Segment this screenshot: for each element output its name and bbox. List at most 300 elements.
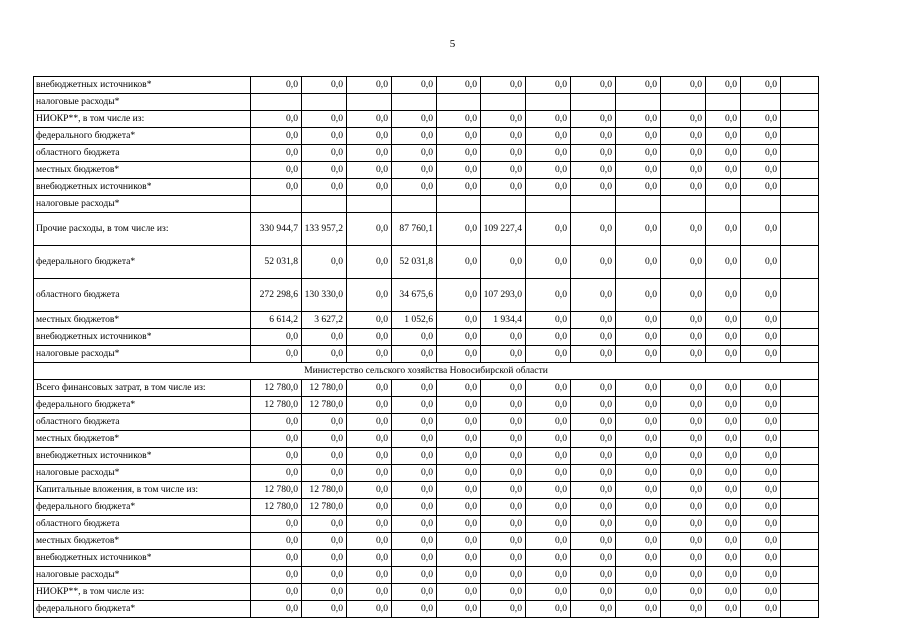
value-cell: 0,0	[616, 312, 661, 329]
value-cell: 0,0	[302, 128, 347, 145]
value-cell: 0,0	[392, 397, 437, 414]
value-cell: 0,0	[392, 601, 437, 618]
row-label: федерального бюджета*	[34, 397, 251, 414]
value-cell: 0,0	[661, 179, 706, 196]
value-cell: 0,0	[661, 601, 706, 618]
value-cell: 0,0	[706, 312, 741, 329]
empty-cell	[781, 312, 819, 329]
value-cell: 0,0	[661, 162, 706, 179]
value-cell: 0,0	[481, 499, 526, 516]
value-cell: 0,0	[481, 516, 526, 533]
value-cell: 0,0	[661, 533, 706, 550]
value-cell: 0,0	[706, 179, 741, 196]
value-cell: 0,0	[481, 145, 526, 162]
empty-cell	[781, 77, 819, 94]
value-cell: 0,0	[437, 162, 481, 179]
value-cell: 0,0	[392, 111, 437, 128]
value-cell: 0,0	[437, 128, 481, 145]
row-label: федерального бюджета*	[34, 128, 251, 145]
value-cell: 0,0	[741, 279, 781, 312]
value-cell	[571, 196, 616, 213]
value-cell: 0,0	[251, 77, 302, 94]
value-cell: 0,0	[347, 482, 392, 499]
value-cell: 0,0	[661, 279, 706, 312]
value-cell: 0,0	[302, 145, 347, 162]
value-cell: 0,0	[741, 482, 781, 499]
value-cell: 0,0	[392, 414, 437, 431]
empty-cell	[781, 601, 819, 618]
value-cell: 0,0	[526, 312, 571, 329]
value-cell: 0,0	[571, 448, 616, 465]
value-cell: 0,0	[251, 145, 302, 162]
value-cell: 0,0	[661, 584, 706, 601]
empty-cell	[781, 246, 819, 279]
value-cell: 130 330,0	[302, 279, 347, 312]
value-cell: 0,0	[616, 346, 661, 363]
value-cell: 0,0	[526, 516, 571, 533]
value-cell: 0,0	[661, 567, 706, 584]
value-cell: 0,0	[392, 380, 437, 397]
value-cell: 0,0	[251, 128, 302, 145]
value-cell: 0,0	[706, 567, 741, 584]
value-cell: 0,0	[741, 397, 781, 414]
row-label: федерального бюджета*	[34, 499, 251, 516]
value-cell: 0,0	[437, 482, 481, 499]
value-cell: 0,0	[526, 601, 571, 618]
value-cell: 0,0	[661, 499, 706, 516]
value-cell: 0,0	[481, 179, 526, 196]
value-cell: 0,0	[481, 414, 526, 431]
value-cell: 0,0	[706, 465, 741, 482]
value-cell: 0,0	[481, 246, 526, 279]
value-cell: 0,0	[347, 346, 392, 363]
value-cell: 0,0	[571, 567, 616, 584]
row-label: НИОКР**, в том числе из:	[34, 111, 251, 128]
budget-table	[33, 76, 819, 618]
value-cell: 0,0	[347, 533, 392, 550]
value-cell: 0,0	[706, 77, 741, 94]
value-cell: 0,0	[526, 213, 571, 246]
value-cell: 0,0	[741, 448, 781, 465]
value-cell: 0,0	[661, 329, 706, 346]
value-cell: 0,0	[616, 414, 661, 431]
value-cell: 0,0	[347, 111, 392, 128]
value-cell	[251, 196, 302, 213]
empty-cell	[781, 162, 819, 179]
value-cell: 0,0	[392, 567, 437, 584]
row-label: налоговые расходы*	[34, 465, 251, 482]
row-label: Капитальные вложения, в том числе из:	[34, 482, 251, 499]
table-row	[34, 279, 819, 312]
value-cell: 0,0	[706, 397, 741, 414]
value-cell: 0,0	[571, 431, 616, 448]
value-cell: 0,0	[481, 380, 526, 397]
empty-cell	[781, 94, 819, 111]
value-cell: 0,0	[251, 414, 302, 431]
value-cell: 0,0	[706, 516, 741, 533]
value-cell: 0,0	[526, 550, 571, 567]
value-cell: 0,0	[526, 246, 571, 279]
value-cell: 52 031,8	[392, 246, 437, 279]
value-cell: 0,0	[526, 145, 571, 162]
value-cell: 12 780,0	[251, 397, 302, 414]
value-cell: 0,0	[741, 431, 781, 448]
value-cell: 0,0	[251, 533, 302, 550]
value-cell: 0,0	[571, 465, 616, 482]
empty-cell	[781, 196, 819, 213]
empty-cell	[781, 329, 819, 346]
value-cell: 0,0	[437, 516, 481, 533]
value-cell: 0,0	[571, 482, 616, 499]
value-cell: 0,0	[616, 397, 661, 414]
value-cell: 0,0	[251, 346, 302, 363]
value-cell: 12 780,0	[251, 482, 302, 499]
empty-cell	[781, 397, 819, 414]
value-cell: 0,0	[616, 431, 661, 448]
value-cell: 0,0	[251, 465, 302, 482]
value-cell: 0,0	[347, 312, 392, 329]
value-cell: 0,0	[392, 431, 437, 448]
value-cell: 0,0	[526, 414, 571, 431]
value-cell: 0,0	[526, 584, 571, 601]
table-row	[34, 94, 819, 111]
value-cell: 0,0	[437, 312, 481, 329]
value-cell: 0,0	[741, 533, 781, 550]
value-cell: 0,0	[616, 145, 661, 162]
value-cell: 0,0	[661, 246, 706, 279]
value-cell: 0,0	[706, 601, 741, 618]
value-cell: 0,0	[251, 179, 302, 196]
value-cell: 0,0	[437, 397, 481, 414]
value-cell: 0,0	[526, 346, 571, 363]
value-cell: 0,0	[347, 601, 392, 618]
value-cell: 0,0	[302, 329, 347, 346]
value-cell: 0,0	[706, 533, 741, 550]
table-row	[34, 179, 819, 196]
value-cell: 0,0	[392, 162, 437, 179]
value-cell: 0,0	[347, 567, 392, 584]
value-cell: 0,0	[302, 431, 347, 448]
value-cell: 0,0	[437, 111, 481, 128]
value-cell: 0,0	[302, 111, 347, 128]
value-cell: 0,0	[571, 380, 616, 397]
value-cell: 0,0	[741, 550, 781, 567]
value-cell	[661, 94, 706, 111]
value-cell: 34 675,6	[392, 279, 437, 312]
row-label: областного бюджета	[34, 414, 251, 431]
value-cell: 12 780,0	[302, 499, 347, 516]
value-cell: 0,0	[481, 584, 526, 601]
value-cell: 0,0	[571, 145, 616, 162]
value-cell: 0,0	[437, 380, 481, 397]
value-cell: 0,0	[616, 279, 661, 312]
value-cell: 0,0	[616, 179, 661, 196]
value-cell: 0,0	[251, 550, 302, 567]
value-cell: 0,0	[526, 380, 571, 397]
value-cell: 0,0	[437, 414, 481, 431]
table-row	[34, 516, 819, 533]
value-cell: 0,0	[661, 213, 706, 246]
value-cell	[347, 94, 392, 111]
value-cell: 0,0	[741, 516, 781, 533]
empty-cell	[781, 567, 819, 584]
empty-cell	[781, 516, 819, 533]
value-cell: 0,0	[347, 448, 392, 465]
value-cell: 0,0	[616, 533, 661, 550]
value-cell: 0,0	[741, 499, 781, 516]
empty-cell	[781, 431, 819, 448]
row-label: Всего финансовых затрат, в том числе из:	[34, 380, 251, 397]
row-label: местных бюджетов*	[34, 431, 251, 448]
value-cell: 0,0	[302, 162, 347, 179]
row-label: внебюджетных источников*	[34, 77, 251, 94]
value-cell: 0,0	[392, 128, 437, 145]
value-cell: 0,0	[437, 567, 481, 584]
value-cell: 0,0	[571, 414, 616, 431]
value-cell: 0,0	[302, 550, 347, 567]
row-label: местных бюджетов*	[34, 312, 251, 329]
row-label: местных бюджетов*	[34, 162, 251, 179]
value-cell: 0,0	[526, 499, 571, 516]
table-row	[34, 111, 819, 128]
value-cell: 3 627,2	[302, 312, 347, 329]
value-cell: 0,0	[302, 533, 347, 550]
value-cell: 0,0	[392, 516, 437, 533]
value-cell: 0,0	[437, 499, 481, 516]
value-cell: 0,0	[526, 482, 571, 499]
value-cell: 0,0	[437, 246, 481, 279]
value-cell: 0,0	[741, 246, 781, 279]
value-cell: 0,0	[741, 601, 781, 618]
value-cell: 0,0	[526, 179, 571, 196]
value-cell: 0,0	[571, 601, 616, 618]
value-cell: 0,0	[347, 397, 392, 414]
value-cell	[616, 94, 661, 111]
value-cell: 0,0	[661, 448, 706, 465]
value-cell: 0,0	[706, 448, 741, 465]
empty-cell	[781, 380, 819, 397]
value-cell: 0,0	[302, 448, 347, 465]
value-cell: 0,0	[437, 431, 481, 448]
value-cell: 0,0	[741, 465, 781, 482]
value-cell: 0,0	[392, 482, 437, 499]
value-cell: 0,0	[437, 533, 481, 550]
value-cell: 0,0	[571, 162, 616, 179]
value-cell: 0,0	[481, 567, 526, 584]
value-cell	[706, 94, 741, 111]
value-cell: 0,0	[571, 329, 616, 346]
value-cell: 0,0	[526, 448, 571, 465]
table-row	[34, 397, 819, 414]
value-cell: 0,0	[481, 465, 526, 482]
row-label: налоговые расходы*	[34, 346, 251, 363]
row-label: внебюджетных источников*	[34, 550, 251, 567]
value-cell: 0,0	[481, 533, 526, 550]
value-cell: 0,0	[571, 128, 616, 145]
value-cell: 0,0	[616, 128, 661, 145]
value-cell: 0,0	[571, 213, 616, 246]
value-cell: 0,0	[706, 346, 741, 363]
page-number: 5	[449, 38, 456, 50]
empty-cell	[781, 414, 819, 431]
value-cell: 0,0	[481, 431, 526, 448]
value-cell: 0,0	[392, 465, 437, 482]
value-cell: 0,0	[661, 77, 706, 94]
table-row	[34, 162, 819, 179]
value-cell: 0,0	[526, 279, 571, 312]
value-cell: 0,0	[616, 380, 661, 397]
value-cell: 0,0	[347, 145, 392, 162]
value-cell: 0,0	[392, 145, 437, 162]
value-cell: 0,0	[302, 179, 347, 196]
section-title: Министерство сельского хозяйства Новосибирской области	[34, 363, 819, 380]
value-cell: 0,0	[571, 346, 616, 363]
value-cell: 0,0	[616, 162, 661, 179]
value-cell: 0,0	[741, 414, 781, 431]
value-cell: 0,0	[706, 246, 741, 279]
value-cell: 0,0	[526, 329, 571, 346]
value-cell: 0,0	[706, 584, 741, 601]
value-cell	[437, 196, 481, 213]
value-cell: 0,0	[706, 128, 741, 145]
value-cell: 0,0	[481, 397, 526, 414]
value-cell: 0,0	[706, 329, 741, 346]
value-cell: 0,0	[526, 431, 571, 448]
value-cell: 0,0	[616, 77, 661, 94]
table-row	[34, 128, 819, 145]
value-cell: 0,0	[481, 482, 526, 499]
value-cell: 0,0	[741, 179, 781, 196]
value-cell: 0,0	[437, 213, 481, 246]
value-cell: 1 934,4	[481, 312, 526, 329]
table-row	[34, 448, 819, 465]
value-cell: 0,0	[481, 128, 526, 145]
row-label: местных бюджетов*	[34, 533, 251, 550]
value-cell: 0,0	[661, 482, 706, 499]
value-cell: 0,0	[526, 397, 571, 414]
value-cell: 0,0	[526, 77, 571, 94]
table-row	[34, 145, 819, 162]
empty-cell	[781, 533, 819, 550]
value-cell: 0,0	[741, 584, 781, 601]
value-cell: 0,0	[347, 465, 392, 482]
value-cell	[347, 196, 392, 213]
value-cell	[526, 94, 571, 111]
value-cell: 109 227,4	[481, 213, 526, 246]
value-cell	[706, 196, 741, 213]
value-cell: 87 760,1	[392, 213, 437, 246]
value-cell: 0,0	[437, 329, 481, 346]
value-cell	[437, 94, 481, 111]
value-cell: 0,0	[526, 465, 571, 482]
value-cell: 0,0	[661, 397, 706, 414]
value-cell: 0,0	[481, 448, 526, 465]
value-cell: 0,0	[616, 499, 661, 516]
value-cell: 0,0	[437, 465, 481, 482]
value-cell: 0,0	[741, 312, 781, 329]
value-cell: 0,0	[302, 465, 347, 482]
row-label: федерального бюджета*	[34, 246, 251, 279]
value-cell: 0,0	[616, 601, 661, 618]
value-cell: 0,0	[706, 145, 741, 162]
value-cell: 0,0	[392, 77, 437, 94]
value-cell: 0,0	[661, 414, 706, 431]
value-cell: 0,0	[347, 246, 392, 279]
value-cell: 0,0	[616, 550, 661, 567]
value-cell: 0,0	[526, 111, 571, 128]
empty-cell	[781, 145, 819, 162]
value-cell: 0,0	[251, 601, 302, 618]
value-cell	[741, 196, 781, 213]
table-row	[34, 312, 819, 329]
value-cell: 0,0	[302, 516, 347, 533]
value-cell: 0,0	[347, 329, 392, 346]
value-cell: 12 780,0	[302, 380, 347, 397]
value-cell: 0,0	[251, 584, 302, 601]
value-cell: 0,0	[347, 128, 392, 145]
value-cell: 0,0	[302, 77, 347, 94]
value-cell: 0,0	[616, 584, 661, 601]
empty-cell	[781, 448, 819, 465]
value-cell: 0,0	[571, 77, 616, 94]
value-cell: 0,0	[437, 550, 481, 567]
value-cell: 0,0	[347, 279, 392, 312]
value-cell: 133 957,2	[302, 213, 347, 246]
value-cell: 0,0	[347, 584, 392, 601]
value-cell: 0,0	[347, 516, 392, 533]
value-cell: 0,0	[437, 584, 481, 601]
value-cell: 0,0	[347, 77, 392, 94]
value-cell: 0,0	[661, 346, 706, 363]
value-cell: 12 780,0	[251, 499, 302, 516]
value-cell: 12 780,0	[302, 482, 347, 499]
value-cell: 0,0	[302, 346, 347, 363]
table-row	[34, 77, 819, 94]
table-row	[34, 550, 819, 567]
value-cell: 0,0	[251, 431, 302, 448]
value-cell: 0,0	[706, 162, 741, 179]
value-cell: 0,0	[347, 499, 392, 516]
value-cell: 0,0	[481, 346, 526, 363]
empty-cell	[781, 482, 819, 499]
value-cell: 52 031,8	[251, 246, 302, 279]
value-cell: 0,0	[661, 431, 706, 448]
table-row	[34, 533, 819, 550]
row-label: Прочие расходы, в том числе из:	[34, 213, 251, 246]
value-cell: 0,0	[706, 380, 741, 397]
value-cell: 0,0	[571, 584, 616, 601]
value-cell: 0,0	[661, 550, 706, 567]
row-label: внебюджетных источников*	[34, 329, 251, 346]
value-cell: 0,0	[392, 584, 437, 601]
value-cell: 0,0	[741, 77, 781, 94]
table-row	[34, 196, 819, 213]
value-cell: 0,0	[347, 414, 392, 431]
value-cell: 6 614,2	[251, 312, 302, 329]
empty-cell	[781, 179, 819, 196]
table-row	[34, 465, 819, 482]
value-cell	[571, 94, 616, 111]
value-cell: 0,0	[481, 550, 526, 567]
value-cell: 0,0	[616, 465, 661, 482]
value-cell: 0,0	[706, 213, 741, 246]
table-row	[34, 567, 819, 584]
value-cell: 0,0	[706, 550, 741, 567]
value-cell: 0,0	[347, 550, 392, 567]
value-cell: 0,0	[616, 567, 661, 584]
value-cell: 0,0	[481, 111, 526, 128]
value-cell: 0,0	[392, 533, 437, 550]
